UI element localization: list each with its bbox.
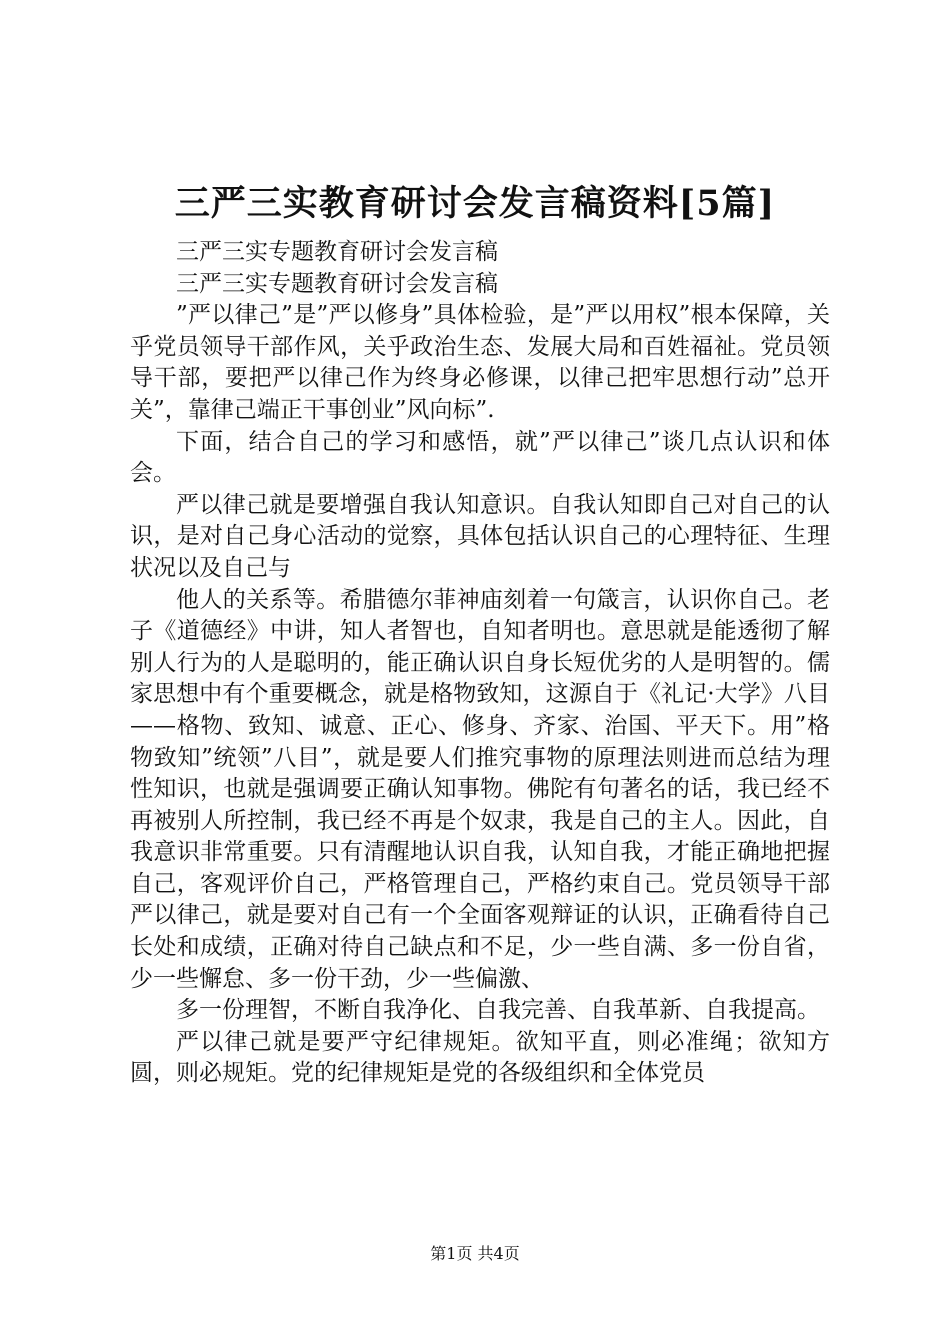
paragraph: 多一份理智，不断自我净化、自我完善、自我革新、自我提高。	[176, 997, 820, 1024]
paragraph: 三严三实专题教育研讨会发言稿	[176, 239, 498, 265]
document-title: 三严三实教育研讨会发言稿资料[5篇]	[174, 183, 776, 224]
page-footer: 第1页 共4页	[430, 1244, 520, 1263]
paragraph: ”严以律己”是”严以修身”具体检验，是”严以用权”根本保障，关乎党员领导干部作风，关乎政治生态、发展大局和百姓福祉。党员领导干部，要把严以律己作为终身必修课，以律己把牢思想行动”总开关”，靠律己端正干事创业”风向标”.	[130, 302, 830, 423]
paragraph: 三严三实专题教育研讨会发言稿	[176, 270, 498, 297]
paragraph: 严以律己就是要严守纪律规矩。欲知平直，则必准绳；欲知方圆，则必规矩。党的纪律规矩是党的各级组织和全体党员	[130, 1028, 830, 1087]
paragraph: 他人的关系等。希腊德尔菲神庙刻着一句箴言，认识你自己。老子《道德经》中讲，知人者智也，自知者明也。意思就是能透彻了解别人行为的人是聪明的，能正确认识自身长短优劣的人是明智的。儒家思想中有个重要概念，就是格物致知，这源自于《礼记·大学》八目——格物、致知、诚意、正心、修身、齐家、治国、平天下。用”格物致知”统领”八目”，就是要人们推究事物的原理法则进而总结为理性知识，也就是强调要正确认知事物。佛陀有句著名的话，我已经不再被别人所控制，我已经不再是个奴隶，我是自己的主人。因此，自我意识非常重要。只有清醒地认识自我，认知自我，才能正确地把握自己，客观评价自己，严格管理自己，严格约束自己。党员领导干部严以律己，就是要对自己有一个全面客观辩证的认识，正确看待自己长处和成绩，正确对待自己缺点和不足，少一些自满、多一份自省，少一些懈怠、多一份干劲，少一些偏激、	[130, 586, 830, 992]
paragraph: 严以律己就是要增强自我认知意识。自我认知即自己对自己的认识，是对自己身心活动的觉察，具体包括认识自己的心理特征、生理状况以及自己与	[130, 491, 830, 581]
document-body	[130, 237, 830, 1090]
paragraph: 下面，结合自己的学习和感悟，就”严以律己”谈几点认识和体会。	[130, 428, 830, 487]
